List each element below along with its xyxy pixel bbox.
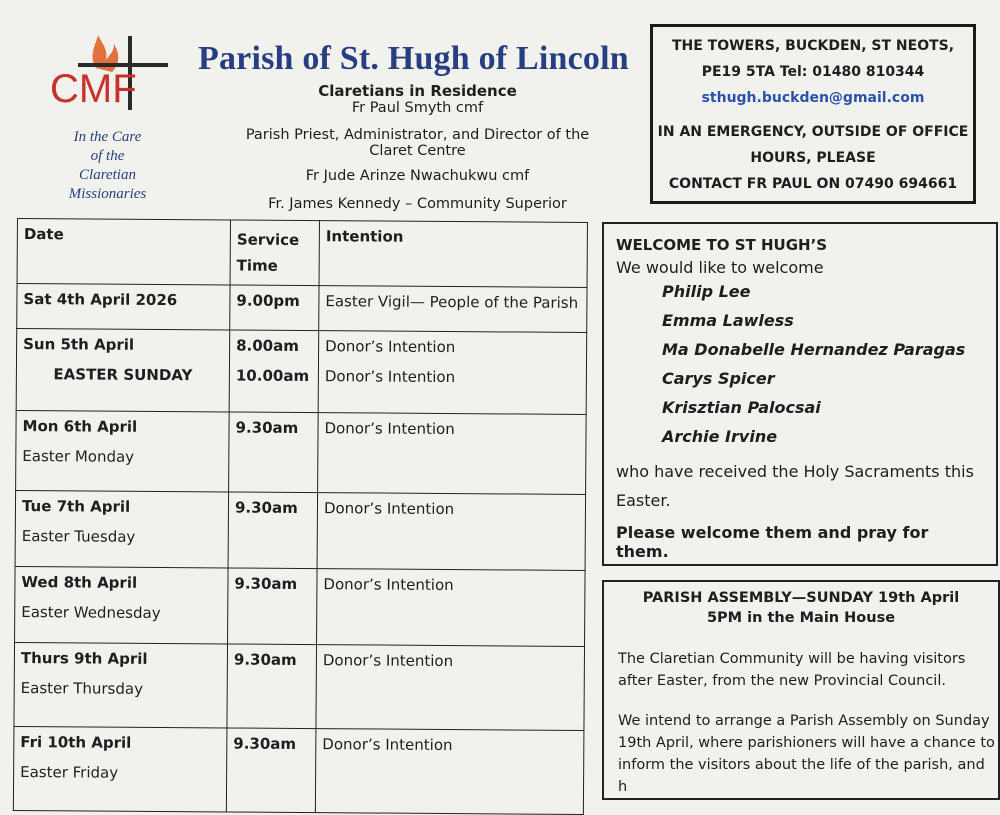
care-line: Missionaries (68, 186, 147, 202)
row-subtitle: Easter Tuesday (21, 527, 136, 546)
welcome-name: Ma Donabelle Hernandez Paragas (662, 340, 966, 359)
table-row (14, 642, 585, 730)
row-date: Wed 8th April (21, 573, 138, 592)
row-date: Tue 7th April (21, 497, 131, 516)
row-date: Sun 5th April (23, 335, 135, 354)
row-date: Mon 6th April (22, 417, 138, 436)
welcome-after: who have received the Holy Sacraments this Easter. (616, 462, 974, 510)
table-row (15, 566, 586, 646)
assembly-paragraph: We intend to arrange a Parish Assembly on Sunday 19th April, where parishioners will have a chance to inform the visitors about the life of the parish, and h (618, 713, 995, 795)
assembly-paragraph: The Claretian Community will be having visitors after Easter, from the new Provincial Council. (618, 651, 966, 689)
email-link[interactable]: sthugh.buckden@gmail.com (701, 90, 925, 106)
row-date: Sat 4th April 2026 (17, 284, 230, 330)
service-table (13, 218, 588, 815)
claretians-heading: Claretians in Residence (318, 82, 517, 100)
care-line: Claretian (79, 167, 136, 183)
assembly-title: PARISH ASSEMBLY—SUNDAY 19th April (642, 590, 960, 606)
header-date: Date (17, 219, 230, 285)
care-line: In the Care (73, 129, 142, 145)
jude-name: Fr Jude Arinze Nwachukwu cmf (305, 168, 530, 184)
welcome-name: Krisztian Palocsai (662, 398, 821, 417)
welcome-name: Archie Irvine (662, 427, 778, 446)
table-row (17, 284, 587, 333)
emergency-line: HOURS, PLEASE (750, 150, 876, 166)
table-row (16, 329, 587, 415)
table-row (16, 410, 587, 494)
row-time: 10.00am (235, 366, 310, 386)
page-title: Parish of St. Hugh of Lincoln (198, 40, 629, 77)
row-time: 9.00pm (230, 285, 319, 331)
welcome-closing: Please welcome them and pray for them. (616, 523, 929, 561)
address-line: PE19 5TA Tel: 01480 810344 (701, 64, 925, 80)
row-intention: Donor’s Intention (324, 367, 456, 387)
row-subtitle: EASTER SUNDAY (53, 365, 193, 385)
table-row (13, 726, 584, 814)
row-time: 9.30am (229, 412, 319, 493)
welcome-name: Philip Lee (662, 282, 751, 301)
contact-box (650, 24, 976, 204)
priest-name: Fr Paul Smyth cmf (351, 100, 484, 116)
row-intention: Donor’s Intention (316, 645, 585, 731)
priest-role: Parish Priest, Administrator, and Director of the Claret Centre (245, 127, 590, 159)
welcome-name: Carys Spicer (662, 369, 775, 388)
table-header-row (17, 219, 587, 288)
welcome-title: WELCOME TO ST HUGH’S (616, 236, 828, 254)
logo-text: CMF (50, 67, 137, 111)
table-row (15, 490, 586, 570)
row-time: 9.30am (226, 728, 316, 813)
row-intention: Donor’s Intention (317, 493, 586, 571)
row-subtitle: Easter Monday (22, 447, 135, 466)
row-date: Thurs 9th April (20, 649, 148, 668)
welcome-intro: We would like to welcome (616, 258, 824, 277)
row-intention: Donor’s Intention (318, 413, 587, 495)
header-time: Service Time (230, 220, 319, 286)
welcome-name: Emma Lawless (662, 311, 794, 330)
emergency-line: IN AN EMERGENCY, OUTSIDE OF OFFICE (657, 124, 969, 140)
row-time: 8.00am (236, 336, 299, 355)
row-subtitle: Easter Thursday (20, 679, 144, 698)
care-line: of the (90, 148, 125, 164)
row-time: 9.30am (228, 568, 318, 645)
row-time: 9.30am (228, 492, 318, 569)
row-subtitle: Easter Friday (20, 763, 119, 782)
row-intention: Donor’s Intention (325, 337, 456, 357)
row-time: 9.30am (227, 644, 317, 729)
row-intention: Easter Vigil— People of the Parish (319, 286, 587, 333)
row-date: Fri 10th April (20, 733, 132, 752)
assembly-subtitle: 5PM in the Main House (706, 610, 896, 626)
emergency-line: CONTACT FR PAUL ON 07490 694661 (668, 176, 958, 192)
cmf-logo (48, 30, 168, 115)
header-intention: Intention (319, 221, 587, 288)
james-name: Fr. James Kennedy – Community Superior (268, 196, 567, 212)
row-intention: Donor’s Intention (315, 729, 584, 815)
welcome-box (602, 222, 998, 566)
row-subtitle: Easter Wednesday (21, 603, 161, 623)
assembly-box (602, 580, 1000, 800)
row-intention: Donor’s Intention (317, 569, 586, 647)
address-line: THE TOWERS, BUCKDEN, ST NEOTS, (671, 38, 955, 54)
care-text (50, 128, 165, 204)
